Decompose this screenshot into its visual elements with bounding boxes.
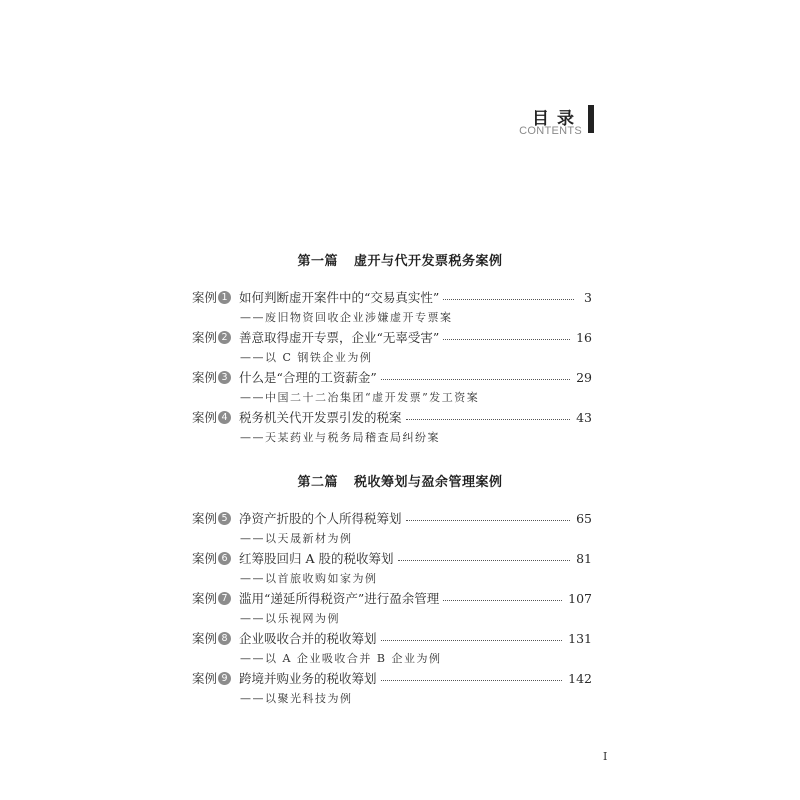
page-number: 65 <box>576 510 592 526</box>
page-number: 131 <box>568 630 592 646</box>
entry-subtitle: ——以 C 钢铁企业为例 <box>240 351 373 364</box>
case-number-circle: 6 <box>218 552 231 565</box>
page-number: 29 <box>576 369 592 385</box>
dot-leader <box>381 379 570 380</box>
entry-subtitle: ——天某药业与税务局稽查局纠纷案 <box>240 431 440 444</box>
case-label: 案例 <box>192 511 218 526</box>
toc-subtitle: CONTENTS <box>519 125 582 137</box>
case-label: 案例 <box>192 290 218 305</box>
dot-leader <box>406 419 571 420</box>
dot-leader <box>443 299 574 300</box>
entry-subtitle: ——以聚光科技为例 <box>240 692 353 705</box>
part-2-title <box>0 471 800 490</box>
folio-page-number: I <box>603 750 608 763</box>
entry-title[interactable]: 滥用“递延所得税资产”进行盈余管理 <box>239 591 440 606</box>
entry-subtitle: ——以乐视网为例 <box>240 612 340 625</box>
toc-entry[interactable] <box>0 510 800 550</box>
case-label: 案例 <box>192 551 218 566</box>
header-accent-bar <box>588 105 594 133</box>
toc-entry[interactable] <box>0 369 800 409</box>
entry-title[interactable]: 如何判断虚开案件中的“交易真实性” <box>239 290 440 305</box>
entry-title[interactable]: 净资产折股的个人所得税筹划 <box>239 511 402 526</box>
toc-entry[interactable] <box>0 670 800 710</box>
case-label: 案例 <box>192 591 218 606</box>
toc-entry[interactable] <box>0 630 800 670</box>
case-number-circle: 4 <box>218 411 231 424</box>
page-number: 142 <box>568 670 592 686</box>
case-number-circle: 9 <box>218 672 231 685</box>
case-number-circle: 1 <box>218 291 231 304</box>
entry-title[interactable]: 跨境并购业务的税收筹划 <box>239 671 377 686</box>
dot-leader <box>443 339 570 340</box>
entry-title[interactable]: 什么是“合理的工资薪金” <box>239 370 377 385</box>
entry-subtitle: ——废旧物资回收企业涉嫌虚开专票案 <box>240 311 453 324</box>
entry-title[interactable]: 红筹股回归 A 股的税收筹划 <box>239 551 394 566</box>
page-number: 107 <box>568 590 592 606</box>
case-number-circle: 5 <box>218 512 231 525</box>
entry-title[interactable]: 企业吸收合并的税收筹划 <box>239 631 377 646</box>
part-1-title <box>0 250 800 269</box>
toc-entry[interactable] <box>0 409 800 449</box>
case-number-circle: 7 <box>218 592 231 605</box>
toc-entry[interactable] <box>0 590 800 630</box>
entry-title[interactable]: 税务机关代开发票引发的税案 <box>239 410 402 425</box>
part-1-prefix: 第一篇 <box>297 254 338 269</box>
case-number-circle: 3 <box>218 371 231 384</box>
toc-title: 目录 <box>532 109 582 129</box>
page-number: 43 <box>576 409 592 425</box>
part-1-name: 虚开与代开发票税务案例 <box>354 254 503 269</box>
toc-entry[interactable] <box>0 329 800 369</box>
case-number-circle: 2 <box>218 331 231 344</box>
part-2-prefix: 第二篇 <box>297 475 338 490</box>
entry-subtitle: ——以首旅收购如家为例 <box>240 572 378 585</box>
case-label: 案例 <box>192 410 218 425</box>
entry-subtitle: ——中国二十二冶集团“虚开发票”发工资案 <box>240 391 480 404</box>
entry-subtitle: ——以 A 企业吸收合并 B 企业为例 <box>240 652 442 665</box>
page-number: 3 <box>584 289 592 305</box>
dot-leader <box>406 520 571 521</box>
dot-leader <box>443 600 562 601</box>
case-label: 案例 <box>192 671 218 686</box>
case-number-circle: 8 <box>218 632 231 645</box>
case-label: 案例 <box>192 330 218 345</box>
page-number: 16 <box>576 329 592 345</box>
case-label: 案例 <box>192 370 218 385</box>
dot-leader <box>381 680 563 681</box>
entry-title[interactable]: 善意取得虚开专票，企业“无辜受害” <box>239 330 440 345</box>
case-label: 案例 <box>192 631 218 646</box>
page-number: 81 <box>576 550 592 566</box>
toc-header <box>500 104 600 136</box>
part-2-name: 税收筹划与盈余管理案例 <box>354 475 503 490</box>
entry-subtitle: ——以天晟新材为例 <box>240 532 353 545</box>
dot-leader <box>398 560 571 561</box>
toc-entry[interactable] <box>0 289 800 329</box>
dot-leader <box>381 640 563 641</box>
toc-entry[interactable] <box>0 550 800 590</box>
